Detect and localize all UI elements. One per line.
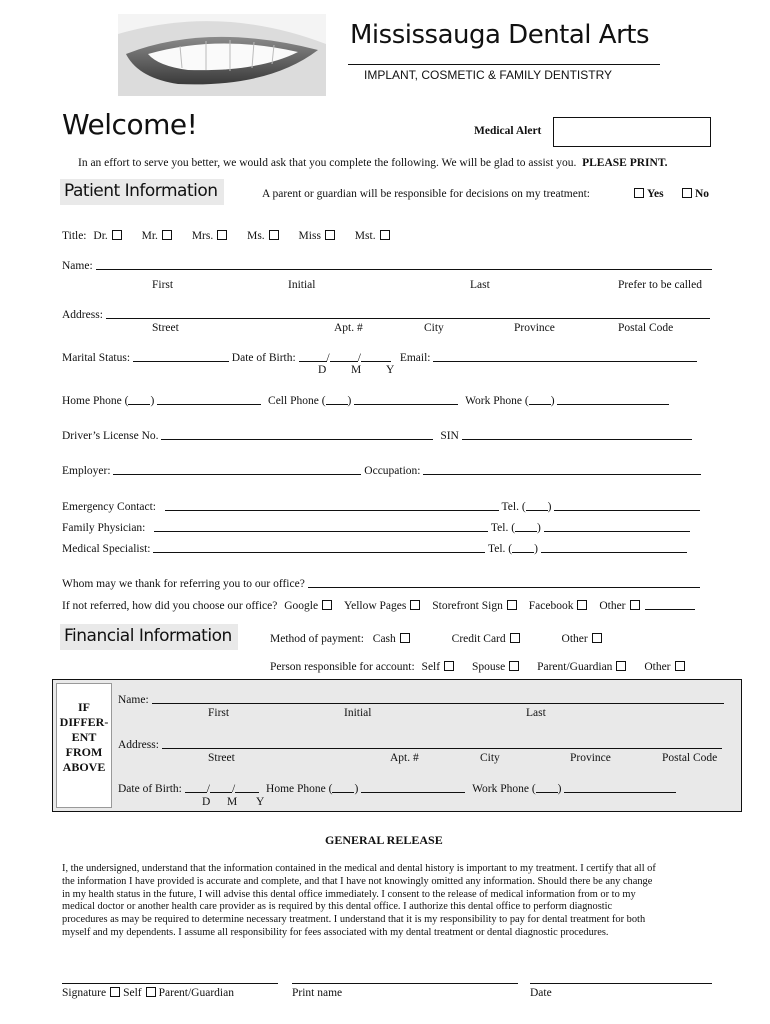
date-line[interactable] (530, 983, 712, 984)
print-name-line[interactable] (292, 983, 518, 984)
name-last-sub: Last (470, 279, 490, 291)
print-name-label: Print name (292, 987, 343, 999)
pay-other[interactable]: Other (562, 633, 605, 645)
resp-self[interactable]: Self (422, 661, 458, 673)
specialist-field[interactable] (153, 541, 485, 553)
resp-spouse[interactable]: Spouse (472, 661, 522, 673)
cell-area-field[interactable] (326, 393, 348, 405)
release-text: I, the undersigned, understand that the information contained in the medical and dental history is important to my treatment. I certify that all of the information I have provided is accurate and complete, and that I have not knowingly omitted any information. Should there be any change in my health status in the future, I will advise this dental office immediately. I consent to the release of medical information from or to my medical doctor or another health care provider as is required by this dental office. I authorize this dental office to perform diagnostic procedures as may be required to determine necessary treatment. I understand that it is my responsibility to pay for dental treatment for both myself and my dependents. I assume all responsibility for fees associated with my dental treatment or dental diagnostic procedures. (62, 863, 656, 938)
diff-y-sub: Y (256, 796, 265, 808)
intro-text: In an effort to serve you better, we would ask that you complete the following. We will be glad to assist you. PLEASE PRINT. (78, 157, 668, 169)
choose-row: If not referred, how did you choose our office? Google Yellow Pages Storefront Sign Facebook Other (62, 598, 695, 612)
name-initial-sub: Initial (288, 279, 316, 291)
name-row: Name: (62, 258, 712, 272)
signature-labels: Signature Self Parent/Guardian (62, 987, 234, 999)
emergency-field[interactable] (165, 499, 499, 511)
diff-initial-sub: Initial (344, 707, 372, 719)
title-mr[interactable]: Mr. (142, 230, 175, 242)
specialist-tel-field[interactable] (541, 541, 687, 553)
smile-photo (118, 14, 326, 96)
choose-storefront[interactable]: Storefront Sign (432, 600, 520, 612)
title-dr[interactable]: Dr. (93, 230, 124, 242)
address-street-sub: Street (152, 322, 179, 334)
emergency-area-field[interactable] (526, 499, 548, 511)
header-rule (348, 64, 660, 65)
diff-province-sub: Province (570, 752, 611, 764)
diff-d-sub: D (202, 796, 211, 808)
specialist-row: Medical Specialist: Tel. ( ) (62, 541, 687, 555)
choose-yellow-pages[interactable]: Yellow Pages (344, 600, 423, 612)
diff-street-sub: Street (208, 752, 235, 764)
specialist-area-field[interactable] (512, 541, 534, 553)
title-mrs[interactable]: Mrs. (192, 230, 230, 242)
diff-dob-day[interactable] (185, 781, 207, 793)
welcome-heading: Welcome! (62, 108, 198, 141)
diff-work-phone[interactable] (564, 781, 676, 793)
medical-alert-label: Medical Alert (474, 125, 542, 137)
emergency-tel-field[interactable] (554, 499, 700, 511)
diff-dob-year[interactable] (235, 781, 259, 793)
choose-facebook[interactable]: Facebook (529, 600, 591, 612)
pay-cash[interactable]: Cash (373, 633, 413, 645)
physician-row: Family Physician: Tel. ( ) (62, 520, 690, 534)
tagline: IMPLANT, COSMETIC & FAMILY DENTISTRY (364, 68, 613, 82)
diff-address-field[interactable] (162, 737, 722, 749)
diff-last-sub: Last (526, 707, 546, 719)
diff-address-row: Address: (118, 737, 722, 751)
payment-method-row: Method of payment: Cash Credit Card Other (270, 633, 605, 645)
physician-area-field[interactable] (515, 520, 537, 532)
clinic-name: Mississauga Dental Arts (350, 20, 650, 50)
home-area-field[interactable] (128, 393, 150, 405)
diff-home-area[interactable] (332, 781, 354, 793)
dob-y-sub: Y (386, 364, 395, 376)
diff-name-field[interactable] (152, 692, 724, 704)
guardian-yes[interactable]: Yes (630, 188, 664, 200)
address-row: Address: (62, 307, 710, 321)
title-ms[interactable]: Ms. (247, 230, 282, 242)
diff-dob-phones-row: Date of Birth: / / Home Phone ( ) Work Phone ( ) (118, 781, 676, 795)
home-phone-field[interactable] (157, 393, 261, 405)
guardian-question: A parent or guardian will be responsible for decisions on my treatment: (262, 188, 590, 200)
cell-phone-field[interactable] (354, 393, 458, 405)
diff-postal-sub: Postal Code (662, 752, 718, 764)
occupation-field[interactable] (423, 463, 701, 475)
address-province-sub: Province (514, 322, 555, 334)
address-city-sub: City (424, 322, 444, 334)
license-field[interactable] (161, 428, 433, 440)
email-field[interactable] (433, 350, 697, 362)
referral-row: Whom may we thank for referring you to our office? (62, 576, 700, 590)
checkbox-icon[interactable] (682, 188, 692, 198)
employer-row: Employer: Occupation: (62, 463, 701, 477)
diff-city-sub: City (480, 752, 500, 764)
sig-parent-checkbox[interactable] (146, 987, 156, 997)
checkbox-icon[interactable] (634, 188, 644, 198)
dob-m-sub: M (351, 364, 362, 376)
name-field[interactable] (96, 258, 712, 270)
diff-apt-sub: Apt. # (390, 752, 419, 764)
diff-work-area[interactable] (536, 781, 558, 793)
name-first-sub: First (152, 279, 174, 291)
title-miss[interactable]: Miss (299, 230, 338, 242)
diff-name-row: Name: (118, 692, 724, 706)
marital-field[interactable] (133, 350, 229, 362)
choose-other-field[interactable] (645, 598, 695, 610)
diff-dob-month[interactable] (210, 781, 232, 793)
title-row: Title: Dr. Mr. Mrs. Ms. Miss Mst. (62, 230, 393, 242)
dob-year-field[interactable] (361, 350, 391, 362)
signature-line[interactable] (62, 983, 278, 984)
pay-credit[interactable]: Credit Card (452, 633, 523, 645)
financial-info-heading: Financial Information (60, 624, 238, 650)
license-sin-row: Driver’s License No. SIN (62, 428, 692, 442)
dob-month-field[interactable] (330, 350, 358, 362)
guardian-no[interactable]: No (678, 188, 709, 200)
phones-row: Home Phone ( ) Cell Phone ( ) Work Phone ( ) (62, 393, 669, 407)
date-label: Date (530, 987, 552, 999)
address-apt-sub: Apt. # (334, 322, 363, 334)
physician-field[interactable] (154, 520, 488, 532)
employer-field[interactable] (113, 463, 361, 475)
responsible-row: Person responsible for account: Self Spouse Parent/Guardian Other (270, 661, 688, 673)
patient-info-heading: Patient Information (60, 179, 224, 205)
dob-d-sub: D (318, 364, 327, 376)
release-heading: GENERAL RELEASE (325, 833, 443, 847)
sin-field[interactable] (462, 428, 692, 440)
emergency-row: Emergency Contact: Tel. ( ) (62, 499, 700, 513)
work-phone-field[interactable] (557, 393, 669, 405)
name-prefer-sub: Prefer to be called (618, 279, 702, 291)
work-area-field[interactable] (529, 393, 551, 405)
choose-other[interactable]: Other (599, 600, 642, 612)
resp-parent[interactable]: Parent/Guardian (537, 661, 629, 673)
dob-day-field[interactable] (299, 350, 327, 362)
diff-m-sub: M (227, 796, 238, 808)
resp-other[interactable]: Other (644, 661, 687, 673)
referral-field[interactable] (308, 576, 700, 588)
medical-alert-field[interactable] (553, 117, 711, 147)
title-mst[interactable]: Mst. (355, 230, 393, 242)
marital-dob-email-row: Marital Status: Date of Birth: / / Email: (62, 350, 697, 364)
sig-self-checkbox[interactable] (110, 987, 120, 997)
address-field[interactable] (106, 307, 710, 319)
diff-home-phone[interactable] (361, 781, 465, 793)
diff-first-sub: First (208, 707, 230, 719)
choose-google[interactable]: Google (284, 600, 335, 612)
address-postal-sub: Postal Code (618, 322, 674, 334)
physician-tel-field[interactable] (544, 520, 690, 532)
if-different-label: IF DIFFER- ENT FROM ABOVE (59, 700, 109, 774)
